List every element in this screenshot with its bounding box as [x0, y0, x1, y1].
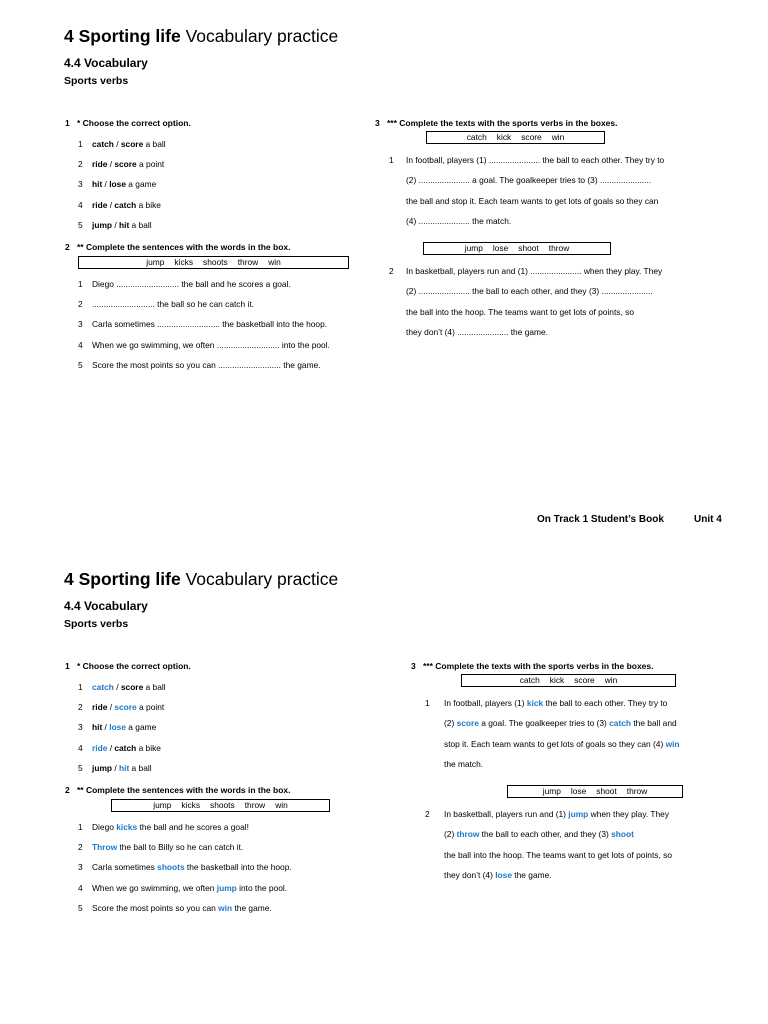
option-b: catch	[114, 199, 137, 210]
option-b: score	[114, 159, 137, 170]
box-word: jump	[146, 257, 165, 267]
item-rest: a ball	[143, 682, 166, 692]
box-word: jump	[464, 243, 483, 253]
answer-subsection-heading: Sports verbs	[64, 618, 129, 630]
box-word: catch	[519, 675, 540, 685]
answer-word: jump	[216, 882, 237, 893]
box-word: catch	[466, 132, 487, 142]
text-segment: when they play. They	[588, 809, 670, 819]
exercise-3-instruction: 3 *** Complete the texts with the sports verbs in the boxes.	[375, 118, 618, 128]
option-b: catch	[114, 742, 137, 753]
item-number: 2	[78, 702, 83, 713]
text-segment: the ball to each other. They try to	[543, 698, 668, 708]
option-a: jump	[92, 219, 113, 230]
answer-word-box-2	[507, 785, 683, 798]
box-word: jump	[542, 786, 561, 796]
text-line	[444, 759, 483, 769]
item-number: 1	[78, 279, 83, 289]
text-line: the ball and stop it. Each team wants to get lots of goals so they can	[406, 195, 659, 206]
box-word: win	[551, 132, 565, 142]
footer-book: On Track 1 Student’s Book	[537, 514, 664, 525]
text-line	[444, 870, 552, 880]
text-segment: a goal. The goalkeeper tries to (3)	[478, 718, 610, 729]
text-segment: In basketball, players run and (1)	[444, 809, 569, 819]
answer-word: win	[218, 902, 233, 913]
item-rest: a point	[136, 159, 165, 170]
list-item	[78, 139, 166, 149]
item-text: When we go swimming, we often ........................... into the pool.	[92, 339, 330, 350]
option-a: ride	[92, 199, 108, 210]
item-number: 3	[78, 319, 83, 330]
text-segment: the match.	[444, 758, 484, 769]
exercise-1-instruction: 1 * Choose the correct option.	[65, 118, 191, 128]
box-word: win	[268, 257, 281, 267]
box-word: lose	[492, 243, 509, 253]
item-number: 3	[78, 862, 83, 873]
text-line: In football, players (1) ...................... the ball to each other. They try to	[406, 155, 665, 165]
list-item	[78, 299, 254, 309]
text-segment: In football, players (1)	[444, 698, 527, 708]
item-text: Diego	[92, 822, 117, 832]
text-segment: the ball and	[631, 718, 677, 729]
box-word: shoots	[203, 257, 228, 267]
item-text: Score the most points so you can	[92, 902, 219, 913]
answer-text-2-number: 2	[425, 809, 430, 819]
list-item	[78, 220, 152, 230]
item-rest: a game	[125, 722, 157, 733]
text-line	[444, 809, 669, 819]
item-text: When we go swimming, we often	[92, 882, 217, 893]
option-b: lose	[109, 179, 126, 190]
option-separator: /	[107, 199, 115, 210]
list-item	[78, 862, 292, 872]
option-separator: /	[107, 742, 115, 753]
text-line: In basketball, players run and (1) ...................... when they play. They	[406, 266, 663, 276]
item-number: 5	[78, 219, 83, 230]
option-separator: /	[112, 219, 119, 230]
box-word: lose	[570, 786, 587, 796]
option-a: ride	[92, 702, 108, 713]
box-word: throw	[244, 800, 266, 810]
item-number: 4	[78, 199, 83, 210]
item-rest: a ball	[143, 139, 166, 149]
item-number: 3	[78, 722, 83, 733]
option-a: catch	[92, 139, 114, 149]
answer-word: kicks	[116, 822, 138, 832]
box-word: shoot	[596, 786, 617, 796]
option-a: ride	[92, 159, 108, 170]
answer-word: throw	[456, 829, 480, 840]
list-item	[78, 682, 166, 692]
box-word: win	[604, 675, 618, 685]
option-a: catch	[92, 682, 114, 692]
list-item	[78, 822, 249, 832]
box-word: throw	[626, 786, 648, 796]
option-a: jump	[92, 762, 113, 773]
item-number: 2	[78, 842, 83, 853]
answer-word-box-1	[461, 674, 676, 687]
text-line: the ball into the hoop. The teams want to get lots of points, so	[406, 306, 634, 317]
word-box-2	[423, 242, 611, 255]
answer-word: Throw	[92, 842, 118, 853]
option-separator: /	[102, 179, 110, 190]
answer-page-title: 4 Sporting life Vocabulary practice	[64, 569, 339, 589]
list-item	[78, 842, 243, 852]
list-item	[78, 340, 330, 350]
text-line	[444, 850, 672, 860]
box-word: kick	[496, 132, 512, 142]
list-item	[78, 903, 272, 913]
answer-word: shoots	[157, 862, 185, 873]
text-line	[444, 718, 677, 728]
item-text: the ball to Billy so he can catch it.	[117, 842, 244, 853]
answer-exercise-1-instruction: 1 * Choose the correct option.	[65, 661, 191, 671]
option-a: hit	[92, 722, 103, 733]
item-number: 5	[78, 902, 83, 913]
option-separator: /	[113, 139, 121, 149]
list-item	[78, 883, 287, 893]
option-b: score	[120, 139, 144, 149]
item-text: the basketball into the hoop.	[184, 862, 292, 873]
answer-word-box	[111, 799, 330, 812]
text-segment: the ball to each other, and they (3)	[479, 829, 612, 840]
page-title: 4 Sporting life Vocabulary practice	[64, 26, 339, 46]
item-rest: a bike	[136, 199, 161, 210]
section-heading: 4.4 Vocabulary	[64, 56, 148, 70]
item-rest: a bike	[136, 742, 161, 753]
box-word: score	[574, 675, 595, 685]
answer-word: score	[456, 718, 479, 729]
answer-exercise-3-instruction: 3 *** Complete the texts with the sports verbs in the boxes.	[411, 661, 654, 671]
box-word: score	[521, 132, 542, 142]
item-text: Diego ........................... the ball and he scores a goal.	[92, 279, 291, 289]
list-item	[78, 360, 321, 370]
word-box	[78, 256, 349, 269]
option-separator: /	[107, 702, 115, 713]
option-separator: /	[113, 682, 121, 692]
option-separator: /	[107, 159, 115, 170]
box-word: win	[275, 800, 288, 810]
item-rest: a game	[125, 179, 157, 190]
answer-exercise-2-instruction: 2 ** Complete the sentences with the words in the box.	[65, 785, 291, 795]
option-b: hit	[119, 762, 130, 773]
option-b: lose	[109, 722, 126, 733]
item-text: ........................... the ball so he can catch it.	[92, 299, 254, 310]
box-word: kick	[549, 675, 565, 685]
item-text: Carla sometimes	[92, 862, 158, 873]
list-item	[78, 159, 164, 169]
text-line: (4) ...................... the match.	[406, 215, 512, 226]
text-segment: stop it. Each team wants to get lots of goals so they can (4)	[444, 738, 666, 749]
text-line	[444, 739, 680, 749]
item-number: 4	[78, 742, 83, 753]
text-segment: they don’t (4)	[444, 869, 496, 880]
item-text: Carla sometimes ........................... the basketball into the hoop.	[92, 319, 328, 330]
text-segment: (2)	[444, 718, 457, 729]
exercise-2-instruction: 2 ** Complete the sentences with the words in the box.	[65, 242, 291, 252]
item-number: 1	[78, 682, 83, 692]
item-text: Score the most points so you can ........................... the game.	[92, 359, 321, 370]
box-word: kicks	[181, 800, 201, 810]
text-line	[444, 829, 634, 839]
list-item	[78, 279, 291, 289]
answer-section-heading: 4.4 Vocabulary	[64, 599, 148, 613]
text-segment: (2)	[444, 829, 457, 840]
item-number: 2	[78, 159, 83, 170]
item-rest: a ball	[129, 219, 152, 230]
answer-word: win	[665, 738, 680, 749]
text-2-number: 2	[389, 266, 394, 276]
box-word: shoot	[518, 243, 539, 253]
item-number: 5	[78, 762, 83, 773]
item-number: 4	[78, 339, 83, 350]
list-item	[78, 702, 164, 712]
item-number: 1	[78, 822, 83, 832]
item-number: 4	[78, 882, 83, 893]
answer-text-1-number: 1	[425, 698, 430, 708]
text-line: (2) ...................... a goal. The goalkeeper tries to (3) ......................	[406, 175, 652, 186]
box-word: jump	[153, 800, 172, 810]
text-line: they don’t (4) ...................... the game.	[406, 326, 548, 337]
answer-word: lose	[495, 869, 512, 880]
box-word: throw	[548, 243, 570, 253]
option-separator: /	[102, 722, 110, 733]
box-word: throw	[237, 257, 259, 267]
list-item	[78, 179, 156, 189]
item-number: 3	[78, 179, 83, 190]
option-a: hit	[92, 179, 103, 190]
option-b: score	[114, 702, 137, 713]
text-segment: the game.	[511, 869, 552, 880]
box-word: kicks	[174, 257, 194, 267]
option-a: ride	[92, 742, 108, 753]
box-word: shoots	[210, 800, 235, 810]
footer-unit: Unit 4	[694, 514, 722, 525]
subsection-heading: Sports verbs	[64, 75, 129, 87]
item-number: 1	[78, 139, 83, 149]
item-rest: a ball	[129, 762, 152, 773]
item-number: 2	[78, 299, 83, 310]
list-item	[78, 319, 327, 329]
item-text: the ball and he scores a goal!	[137, 822, 249, 832]
option-b: hit	[119, 219, 130, 230]
answer-word: kick	[526, 698, 544, 708]
item-rest: a point	[136, 702, 165, 713]
list-item	[78, 722, 156, 732]
list-item	[78, 763, 152, 773]
item-text: into the pool.	[236, 882, 288, 893]
answer-word: catch	[609, 718, 632, 729]
text-1-number: 1	[389, 155, 394, 165]
list-item	[78, 743, 161, 753]
item-text: the game.	[232, 902, 272, 913]
word-box-1	[426, 131, 605, 144]
text-line	[444, 698, 667, 708]
item-number: 5	[78, 359, 83, 370]
option-separator: /	[112, 762, 119, 773]
answer-word: shoot	[611, 829, 634, 840]
option-b: score	[120, 682, 144, 692]
text-line: (2) ...................... the ball to each other, and they (3) ......................	[406, 286, 653, 297]
text-segment: the ball into the hoop. The teams want to get lots of points, so	[444, 849, 672, 860]
answer-word: jump	[568, 809, 589, 819]
list-item	[78, 200, 161, 210]
